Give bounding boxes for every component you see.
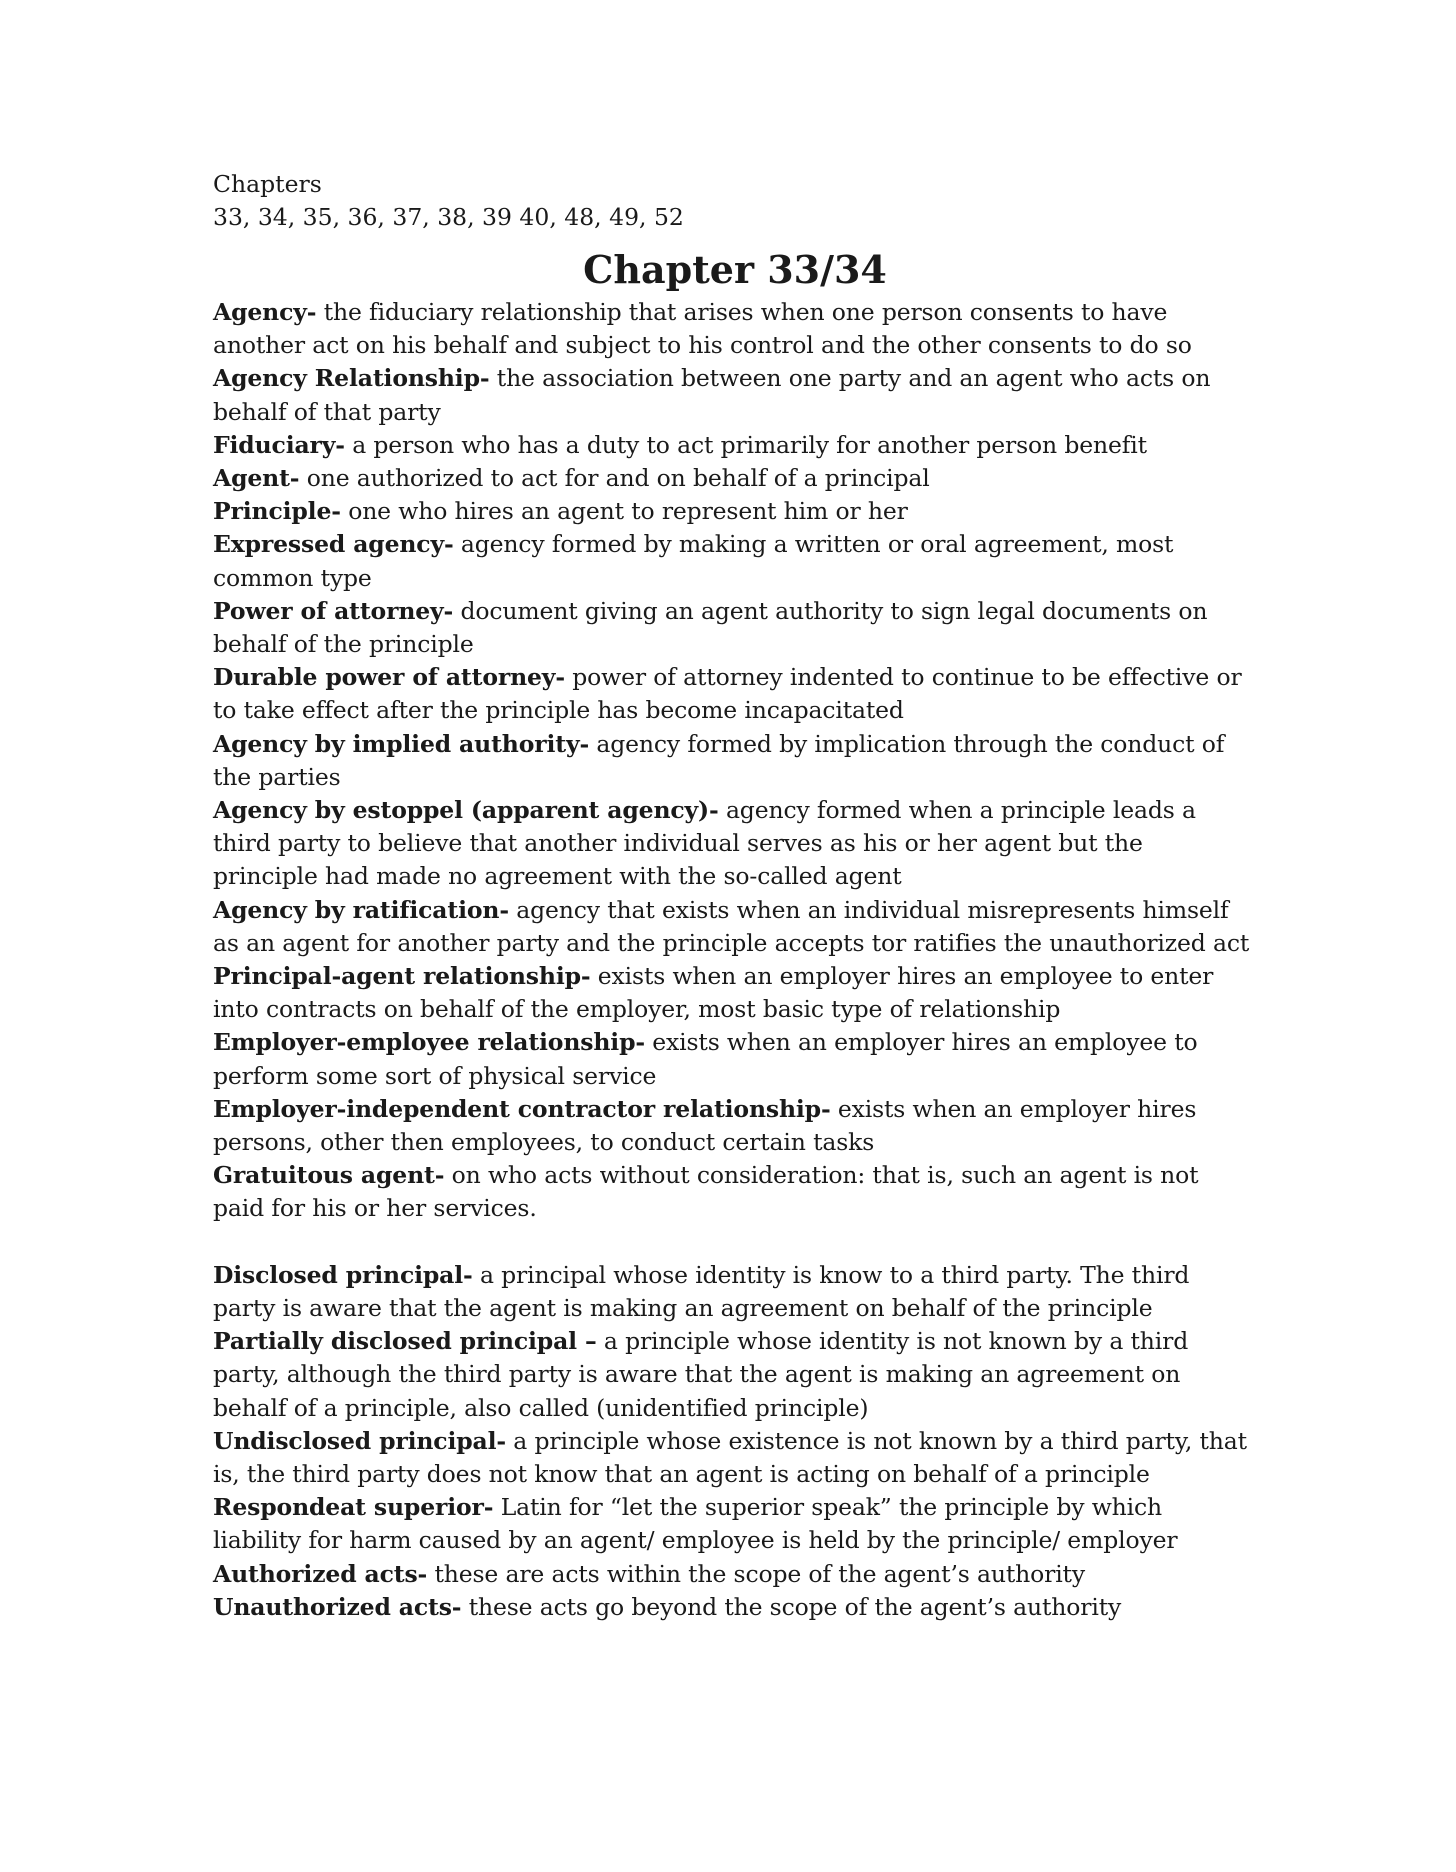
glossary-definition: a principle whose existence is not known by a third party, that is, the third party does not know that an agent is acting on behalf of a principle [213,1426,1247,1488]
glossary-definition: a principal whose identity is know to a third party. The third party is aware that the agent is making an agreement on behalf of the principle [213,1260,1190,1322]
glossary-definition: Latin for “let the superior speak” the principle by which liability for harm caused by an agent/ employee is held by the principle/ employer [213,1493,1178,1555]
chapters-list: 33, 34, 35, 36, 37, 38, 39 40, 48, 49, 52 [213,203,684,231]
glossary-entry [213,1093,1253,1159]
glossary-term: Disclosed principal- [213,1260,473,1289]
glossary-entry [213,1558,1253,1591]
glossary-definition: on who acts without consideration: that is, such an agent is not paid for his or her services. [213,1161,1199,1223]
glossary-term: Principle- [213,497,341,526]
glossary-entry [213,1325,1253,1425]
glossary-part-1 [213,296,1253,1226]
glossary-entry [213,528,1253,594]
glossary-term: Principal-agent relationship- [213,962,591,991]
glossary-definition: agency formed by making a written or oral agreement, most common type [213,530,1174,592]
glossary-entry [213,1591,1253,1624]
glossary-entry [213,794,1253,894]
paragraph-gap [213,1226,1253,1259]
glossary-entry [213,1259,1253,1325]
glossary-term: Unauthorized acts- [213,1592,462,1621]
glossary-entry [213,1026,1253,1092]
glossary-definition: exists when an employer hires an employee to perform some sort of physical service [213,1028,1198,1090]
glossary-term: Agency by estoppel (apparent agency)- [213,796,719,825]
glossary-term: Durable power of attorney- [213,663,565,692]
glossary-term: Gratuitous agent- [213,1161,445,1190]
glossary-definition: one authorized to act for and on behalf of a principal [299,464,930,493]
glossary-entry [213,362,1253,428]
glossary-term: Undisclosed principal- [213,1426,506,1455]
glossary-definition: these acts go beyond the scope of the agent’s authority [461,1592,1122,1621]
chapter-title: Chapter 33/34 [583,247,887,292]
glossary-entry [213,1425,1253,1491]
glossary-term: Fiduciary- [213,430,345,459]
glossary-definition: agency formed by implication through the conduct of the parties [213,729,1225,791]
glossary-term: Agent- [213,464,300,493]
glossary-entry [213,894,1253,960]
glossary-definition: exists when an employer hires persons, other then employees, to conduct certain tasks [213,1094,1197,1157]
glossary-term: Expressed agency- [213,530,454,559]
glossary-term: Authorized acts- [213,1559,428,1588]
glossary-definition: power of attorney indented to continue to be effective or to take effect after the principle has become incapacitated [213,663,1242,725]
glossary-definition: exists when an employer hires an employee to enter into contracts on behalf of the employer, most basic type of relationship [213,962,1214,1024]
glossary-definition: the fiduciary relationship that arises when one person consents to have another act on his behalf and subject to his control and the other consents to do so [213,298,1192,360]
glossary-term: Respondeat superior- [213,1493,494,1522]
glossary-entry [213,462,1253,495]
glossary-term: Agency by implied authority- [213,729,590,758]
glossary-definition: one who hires an agent to represent him or her [340,497,908,526]
glossary-term: Employer-employee relationship- [213,1028,645,1057]
glossary-entry [213,595,1253,661]
glossary-term: Agency- [213,298,317,326]
glossary-definition: a person who has a duty to act primarily for another person benefit [344,430,1147,459]
glossary-part-2 [213,1259,1253,1624]
glossary-definition: agency that exists when an individual misrepresents himself as an agent for another party and the principle accepts tor ratifies the unauthorized act [213,895,1250,957]
glossary-entry [213,296,1253,362]
glossary-term: Agency Relationship- [213,364,490,393]
document-page [213,168,1253,1624]
glossary-entry [213,728,1253,794]
glossary-term: Agency by ratification- [213,895,509,924]
glossary-entry [213,661,1253,727]
glossary-definition: a principle whose identity is not known by a third party, although the third party is aware that the agent is making an agreement on behalf of a principle, also called (unidentified principle) [213,1327,1189,1422]
glossary-definition: agency formed when a principle leads a third party to believe that another individual serves as his or her agent but the principle had made no agreement with the so-called agent [213,796,1196,891]
glossary-term: Power of attorney- [213,596,454,625]
glossary-term: Partially disclosed principal – [213,1327,597,1356]
glossary-entry [213,495,1253,528]
chapters-label: Chapters [213,170,322,198]
glossary-definition: these are acts within the scope of the agent’s authority [427,1559,1085,1588]
glossary-definition: document giving an agent authority to sign legal documents on behalf of the principle [213,596,1208,659]
glossary-entry [213,429,1253,462]
glossary-definition: the association between one party and an agent who acts on behalf of that party [213,364,1211,426]
glossary-term: Employer-independent contractor relationship- [213,1094,831,1123]
glossary-entry [213,1159,1253,1225]
glossary-entry [213,960,1253,1026]
glossary-entry [213,1491,1253,1557]
